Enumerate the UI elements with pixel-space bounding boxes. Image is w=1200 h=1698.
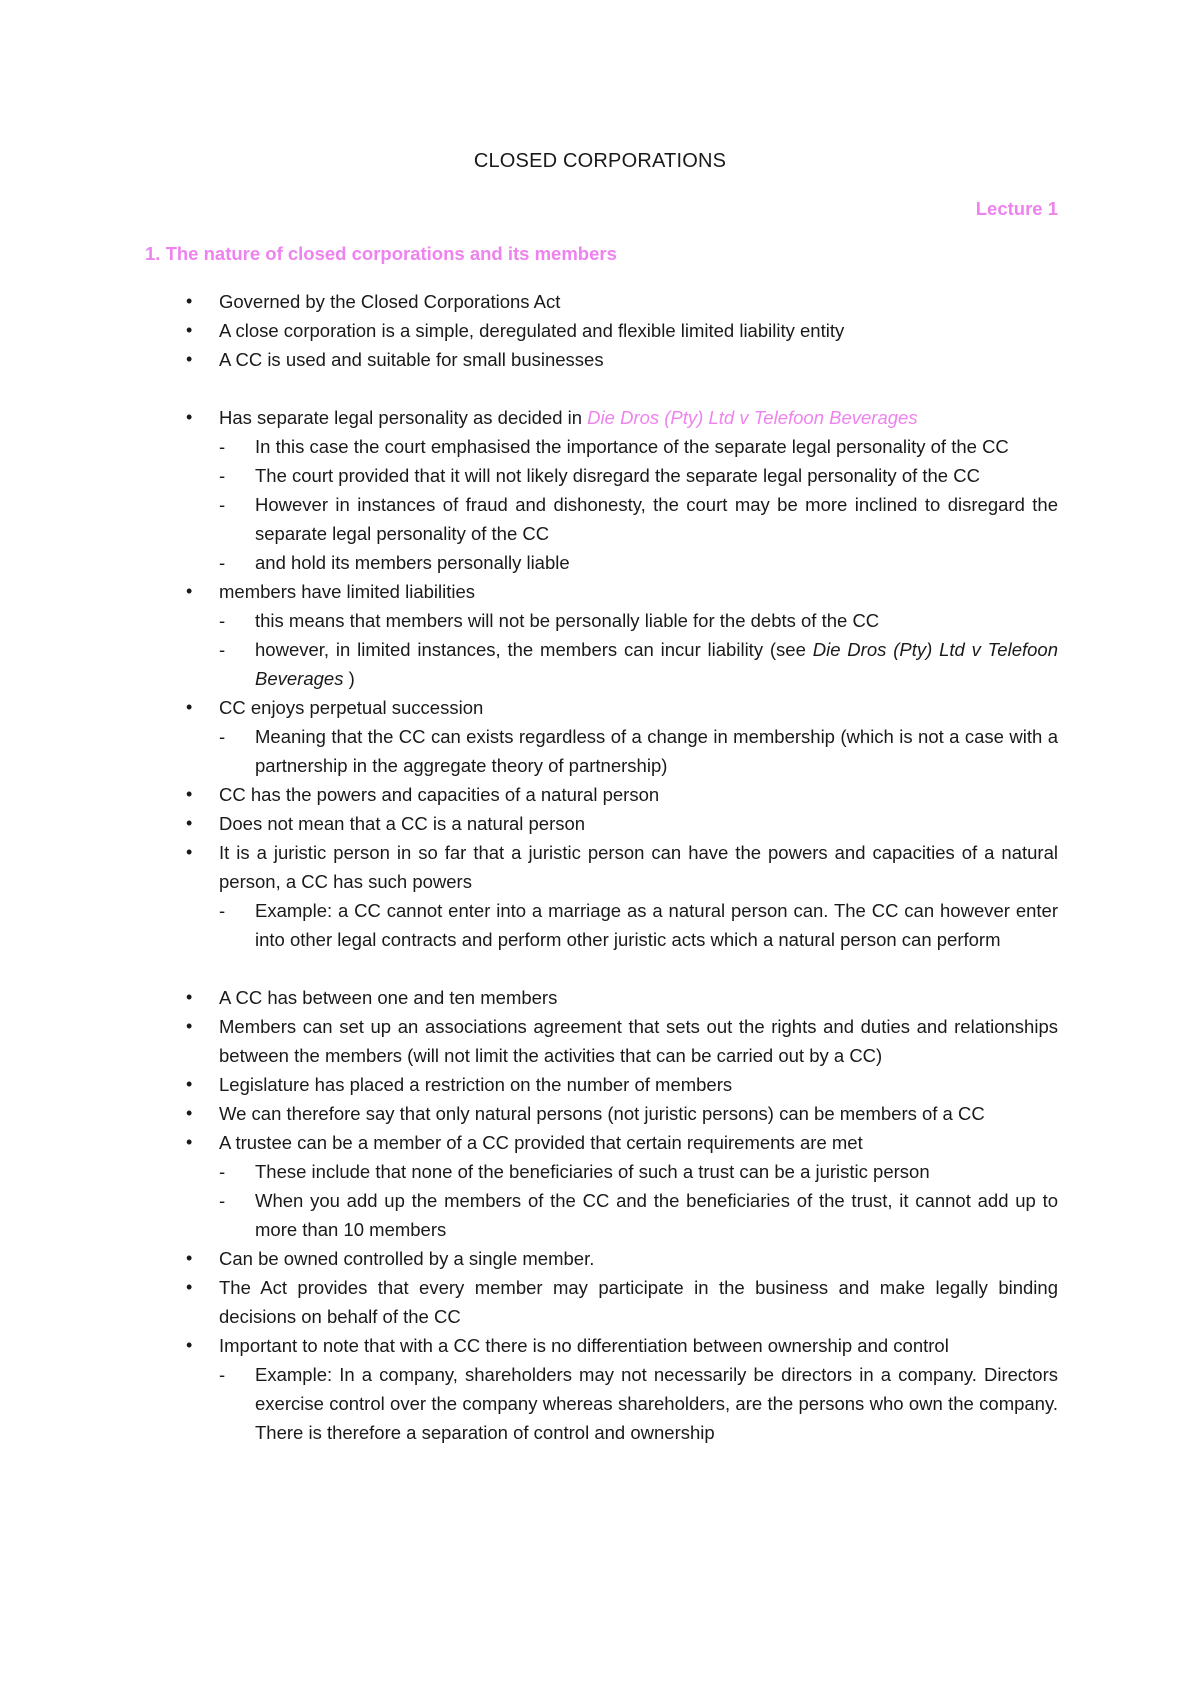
sub-list	[219, 1157, 1058, 1244]
list-item	[145, 345, 1058, 374]
sub-item-text: however, in limited instances, the members can incur liability (see	[255, 639, 813, 660]
item-text: It is a juristic person in so far that a juristic person can have the powers and capacities of a natural person, a CC has such powers	[219, 842, 1058, 892]
sub-list	[219, 432, 1058, 577]
notes-body	[145, 287, 1058, 1447]
list-item	[145, 1331, 1058, 1447]
sub-item: - The court provided that it will not likely disregard the separate legal personality of the CC	[219, 461, 1058, 490]
list-item	[145, 1244, 1058, 1273]
list-item	[145, 287, 1058, 316]
item-text: CC enjoys perpetual succession	[219, 697, 484, 718]
item-text: Governed by the Closed Corporations Act	[219, 291, 561, 312]
sub-item: - Meaning that the CC can exists regardless of a change in membership (which is not a case with a partnership in the aggregate theory of partnership)	[219, 722, 1058, 780]
sub-list	[219, 896, 1058, 954]
item-text: A trustee can be a member of a CC provided that certain requirements are met	[219, 1132, 863, 1153]
list-item	[145, 316, 1058, 345]
item-text: The Act provides that every member may participate in the business and make legally binding decisions on behalf of the CC	[219, 1277, 1058, 1327]
item-text: Does not mean that a CC is a natural person	[219, 813, 586, 834]
list-item	[145, 809, 1058, 838]
list-item	[145, 780, 1058, 809]
case-citation: Die Dros (Pty) Ltd v Telefoon Beverages	[255, 639, 1058, 689]
sub-item: - In this case the court emphasised the importance of the separate legal personality of the CC	[219, 432, 1058, 461]
case-citation: Die Dros (Pty) Ltd v Telefoon Beverages	[587, 407, 918, 428]
sub-item: - When you add up the members of the CC and the beneficiaries of the trust, it cannot add up to more than 10 members	[219, 1186, 1058, 1244]
sub-list	[219, 1360, 1058, 1447]
list-item	[145, 1128, 1058, 1244]
list-item	[145, 693, 1058, 780]
sub-list	[219, 722, 1058, 780]
item-text: We can therefore say that only natural persons (not juristic persons) can be members of a CC	[219, 1103, 985, 1124]
item-text: members have limited liabilities	[219, 581, 476, 602]
list-item	[145, 838, 1058, 954]
item-text: Important to note that with a CC there is no differentiation between ownership and control	[219, 1335, 949, 1356]
item-text: A CC has between one and ten members	[219, 987, 558, 1008]
sub-item: - Example: a CC cannot enter into a marriage as a natural person can. The CC can however enter into other legal contracts and perform other juristic acts which a natural person can perform	[219, 896, 1058, 954]
lecture-label: Lecture 1	[975, 198, 1058, 219]
item-text: Can be owned controlled by a single member.	[219, 1248, 595, 1269]
sub-item: - These include that none of the beneficiaries of such a trust can be a juristic person	[219, 1157, 1058, 1186]
list-item	[145, 1012, 1058, 1070]
bullet-list	[145, 287, 1058, 1447]
item-text: CC has the powers and capacities of a natural person	[219, 784, 660, 805]
item-text: Has separate legal personality as decided in	[219, 407, 588, 428]
item-text: Legislature has placed a restriction on the number of members	[219, 1074, 733, 1095]
item-text: Members can set up an associations agreement that sets out the rights and duties and relationships between the members (will not limit the activities that can be carried out by a CC)	[219, 1016, 1058, 1066]
sub-item: - this means that members will not be personally liable for the debts of the CC	[219, 606, 1058, 635]
sub-item-text: )	[343, 668, 355, 689]
sub-item	[219, 635, 1058, 693]
sub-item: - However in instances of fraud and dishonesty, the court may be more inclined to disregard the separate legal personality of the CC	[219, 490, 1058, 548]
sub-list	[219, 606, 1058, 693]
sub-item: - Example: In a company, shareholders may not necessarily be directors in a company. Directors exercise control over the company whereas shareholders, are the persons who own the company. There is therefore a separation of control and ownership	[219, 1360, 1058, 1447]
item-text: A CC is used and suitable for small businesses	[219, 349, 604, 370]
list-item	[145, 1070, 1058, 1099]
item-text: A close corporation is a simple, deregulated and flexible limited liability entity	[219, 320, 845, 341]
list-item	[145, 983, 1058, 1012]
list-item	[145, 1273, 1058, 1331]
list-item	[145, 577, 1058, 693]
list-item	[145, 1099, 1058, 1128]
section-heading: 1. The nature of closed corporations and its members	[145, 243, 617, 264]
sub-item: - and hold its members personally liable	[219, 548, 1058, 577]
page-title: CLOSED CORPORATIONS	[473, 150, 727, 172]
list-item	[145, 403, 1058, 577]
